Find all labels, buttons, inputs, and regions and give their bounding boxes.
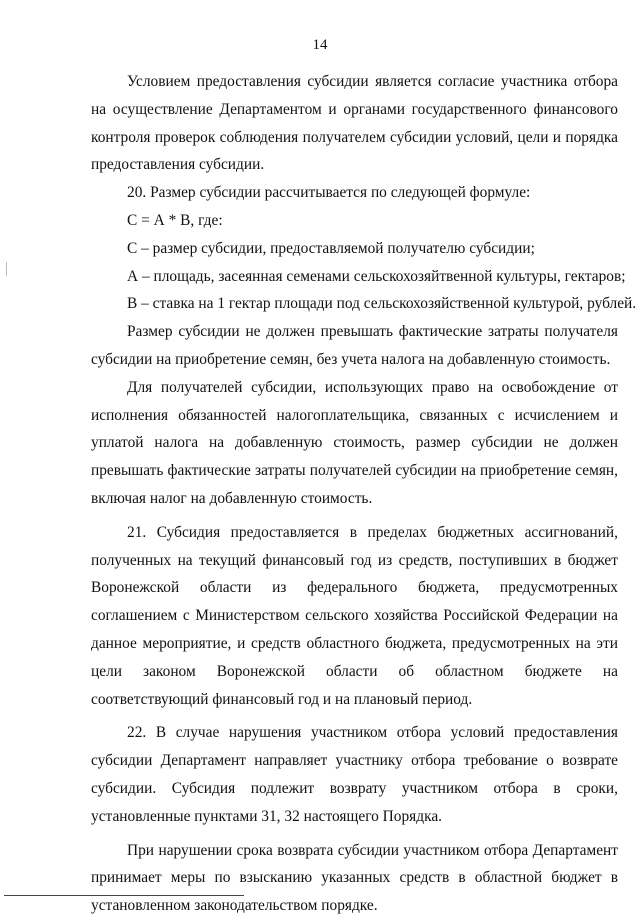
paragraph-21: 21. Субсидия предоставляется в пределах бюджетных ассигнований, полученных на текущий финансовый год из средств, поступивших в бюджет Воронежской области из федерального бюджета, предусмотренных соглашением с Министерством сельского хозяйства Российской Федерации на данное мероприятие, и средств областного бюджета, предусмотренных на эти цели законом Воронежской области об областном бюджете на соответствующий финансовый год и на плановый период. — [91, 523, 618, 708]
formula-definition-a: А – площадь, засеянная семенами сельскохозяйтвенной культуры, гектаров; — [127, 267, 626, 285]
footer-rule — [4, 895, 244, 896]
paragraph-vat-exemption: Для получателей субсидии, использующих право на освобождение от исполнения обязанностей налогоплательщика, связанных с исчислением и уплатой налога на добавленную стоимость, размер субсидии не должен превышать фактические затраты получателей субсидии на приобретение семян, включая налог на добавленную стоимость. — [91, 378, 618, 507]
page-number: 14 — [312, 37, 328, 53]
formula-definition-b: В – ставка на 1 гектар площади под сельскохозяйственной культурой, рублей. — [127, 295, 637, 313]
paragraph-20: 20. Размер субсидии рассчитывается по следующей формуле: — [127, 184, 531, 202]
paragraph-refund-violation: При нарушении срока возврата субсидии участником отбора Департамент принимает меры по взысканию указанных средств в областной бюджет в установленном законодательством порядке. — [91, 841, 618, 915]
formula-expression: С = А * В, где: — [127, 211, 223, 229]
document-body — [91, 68, 637, 920]
paragraph-limit: Размер субсидии не должен превышать фактические затраты получателя субсидии на приобретение семян, без учета налога на добавленную стоимость. — [91, 323, 618, 368]
paragraph-22: 22. В случае нарушения участником отбора условий предоставления субсидии Департамент направляет участнику отбора требование о возврате субсидии. Субсидия подлежит возврату участником отбора в сроки, установленные пунктами 31, 32 настоящего Порядка. — [91, 724, 618, 825]
margin-mark — [6, 262, 7, 276]
paragraph-consent: Условием предоставления субсидии является согласие участника отбора на осуществление Департаментом и органами государственного финансового контроля проверок соблюдения получателем субсидии условий, цели и порядка предоставления субсидии. — [91, 73, 618, 174]
formula-definition-c: С – размер субсидии, предоставляемой получателю субсидии; — [127, 239, 535, 257]
